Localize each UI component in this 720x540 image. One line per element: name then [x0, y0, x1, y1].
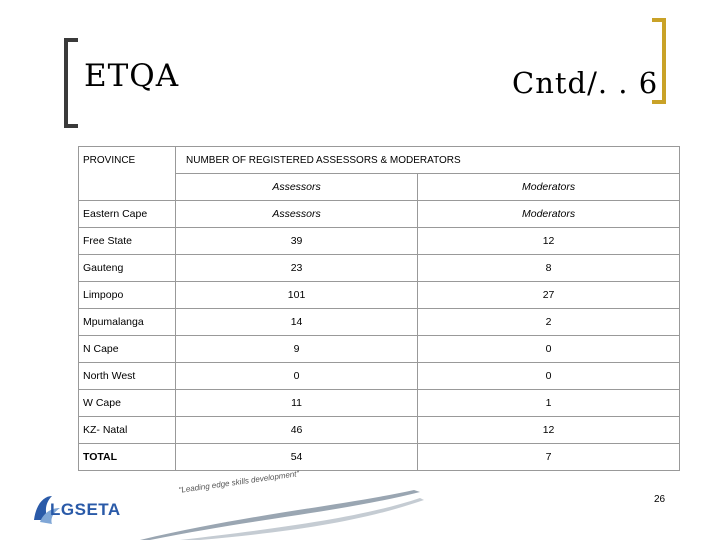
province-header: PROVINCE	[79, 147, 176, 201]
slide-subtitle: Cntd/. . 6	[512, 66, 659, 100]
province-cell: N Cape	[79, 336, 176, 363]
province-cell: Limpopo	[79, 282, 176, 309]
assessors-cell: 11	[176, 390, 418, 417]
table-row-total	[79, 444, 680, 471]
assessors-cell: Assessors	[176, 201, 418, 228]
moderators-cell: Moderators	[418, 201, 680, 228]
logo-text: LGSETA	[50, 500, 121, 519]
table-header-row	[79, 147, 680, 174]
swoosh-shape	[140, 490, 420, 540]
group-header: NUMBER OF REGISTERED ASSESSORS & MODERATORS	[176, 147, 680, 174]
slide-title: ETQA	[84, 58, 180, 94]
moderators-cell: 1	[418, 390, 680, 417]
moderators-cell: 2	[418, 309, 680, 336]
moderators-cell: 0	[418, 336, 680, 363]
assessors-cell: 46	[176, 417, 418, 444]
moderators-cell: 12	[418, 417, 680, 444]
province-cell: Mpumalanga	[79, 309, 176, 336]
province-cell: Eastern Cape	[79, 201, 176, 228]
swoosh-shape	[180, 498, 424, 540]
moderators-cell: 8	[418, 255, 680, 282]
moderators-cell: 7	[418, 444, 680, 471]
table-row	[79, 417, 680, 444]
assessors-cell: 14	[176, 309, 418, 336]
moderators-cell: 12	[418, 228, 680, 255]
table-row	[79, 390, 680, 417]
page-number: 26	[654, 494, 666, 505]
table-row	[79, 282, 680, 309]
assessors-cell: 23	[176, 255, 418, 282]
assessors-cell: 39	[176, 228, 418, 255]
assessors-cell: 54	[176, 444, 418, 471]
assessors-cell: 9	[176, 336, 418, 363]
table-row	[79, 201, 680, 228]
table-row	[79, 309, 680, 336]
province-cell: KZ- Natal	[79, 417, 176, 444]
assessors-table	[78, 146, 680, 471]
tagline: "Leading edge skills development"	[178, 469, 300, 495]
province-cell: North West	[79, 363, 176, 390]
province-cell: Gauteng	[79, 255, 176, 282]
table-row	[79, 363, 680, 390]
moderators-header: Moderators	[418, 174, 680, 201]
province-cell: Free State	[79, 228, 176, 255]
title-bracket-left	[64, 38, 78, 128]
moderators-cell: 27	[418, 282, 680, 309]
table-row	[79, 255, 680, 282]
province-cell: TOTAL	[79, 444, 176, 471]
assessors-header: Assessors	[176, 174, 418, 201]
moderators-cell: 0	[418, 363, 680, 390]
province-cell: W Cape	[79, 390, 176, 417]
table-row	[79, 228, 680, 255]
table-row	[79, 336, 680, 363]
assessors-cell: 101	[176, 282, 418, 309]
assessors-cell: 0	[176, 363, 418, 390]
